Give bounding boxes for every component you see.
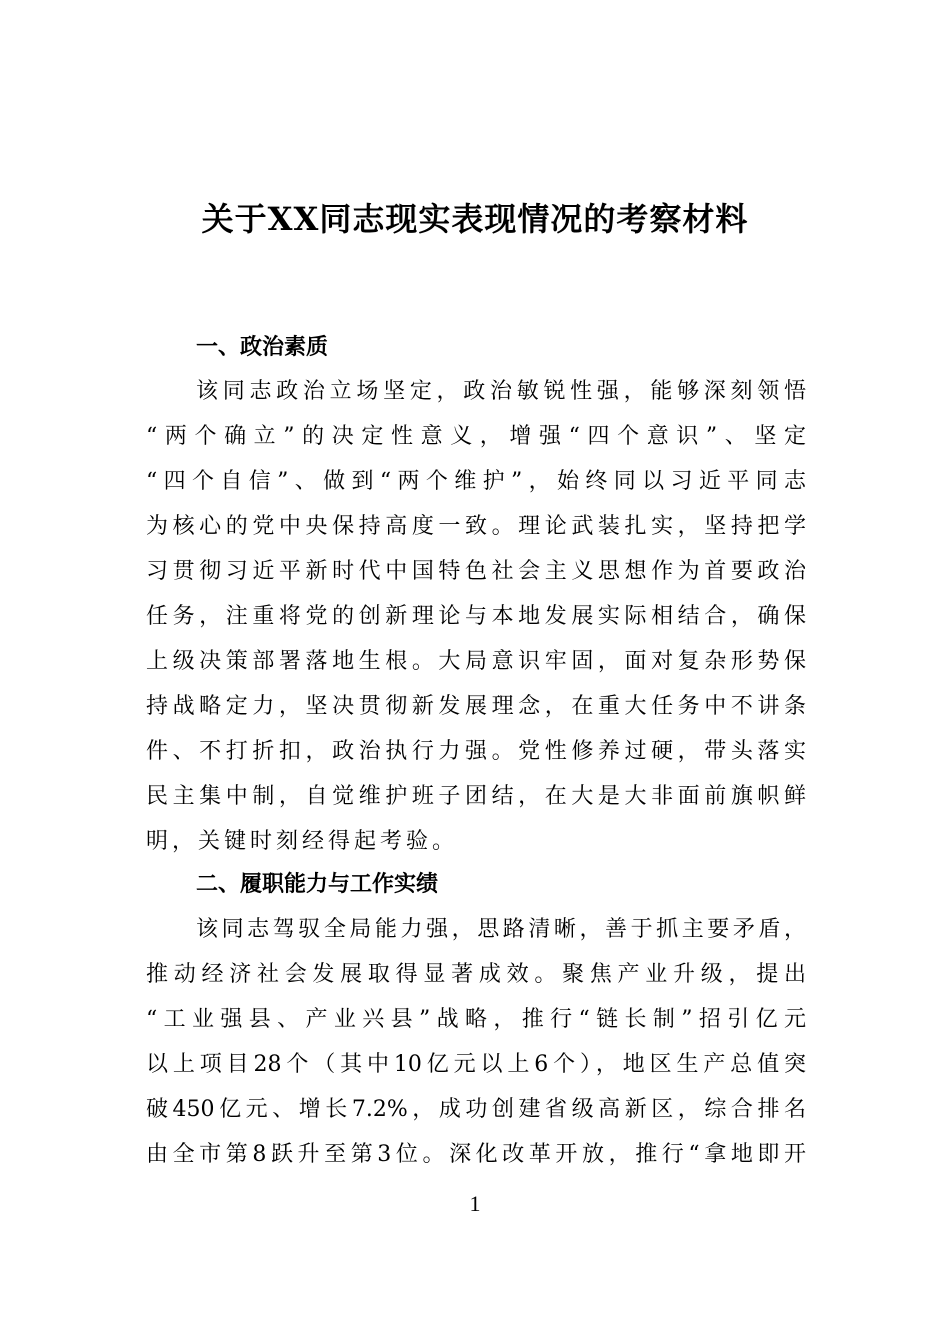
paragraph-line: 破450亿元、增长7.2%，成功创建省级高新区，综合排名: [146, 1097, 806, 1122]
paragraph-line: 上级决策部署落地生根。大局意识牢固，面对复杂形势保: [146, 649, 806, 674]
paragraph-line: 持战略定力，坚决贯彻新发展理念，在重大任务中不讲条: [146, 694, 806, 719]
paragraph-line: “两个确立”的决定性意义，增强“四个意识”、坚定: [146, 424, 806, 449]
paragraph-line: 习贯彻习近平新时代中国特色社会主义思想作为首要政治: [146, 559, 806, 584]
paragraph-line: 为核心的党中央保持高度一致。理论武装扎实，坚持把学: [146, 514, 806, 539]
paragraph-line: 由全市第8跃升至第3位。深化改革开放，推行“拿地即开: [146, 1142, 806, 1167]
document-title: 关于XX同志现实表现情况的考察材料: [201, 200, 749, 238]
paragraph-line: “工业强县、产业兴县”战略，推行“链长制”招引亿元: [146, 1007, 806, 1032]
paragraph-line: 件、不打折扣，政治执行力强。党性修养过硬，带头落实: [146, 739, 806, 764]
page-number: 1: [469, 1191, 481, 1216]
paragraph-line: 以上项目28个（其中10亿元以上6个），地区生产总值突: [146, 1052, 806, 1077]
paragraph-line: “四个自信”、做到“两个维护”，始终同以习近平同志: [146, 469, 806, 494]
section-heading-political-quality: 一、政治素质: [196, 335, 329, 360]
paragraph-line: 该同志驾驭全局能力强，思路清晰，善于抓主要矛盾，: [196, 917, 806, 942]
paragraph-line: 民主集中制，自觉维护班子团结，在大是大非面前旗帜鲜: [146, 784, 806, 809]
section-heading-performance: 二、履职能力与工作实绩: [196, 872, 439, 897]
paragraph-line: 任务，注重将党的创新理论与本地发展实际相结合，确保: [146, 604, 806, 629]
paragraph-line: 明，关键时刻经得起考验。: [146, 829, 459, 854]
paragraph-line: 推动经济社会发展取得显著成效。聚焦产业升级，提出: [146, 962, 806, 987]
paragraph-line: 该同志政治立场坚定，政治敏锐性强，能够深刻领悟: [196, 379, 806, 404]
